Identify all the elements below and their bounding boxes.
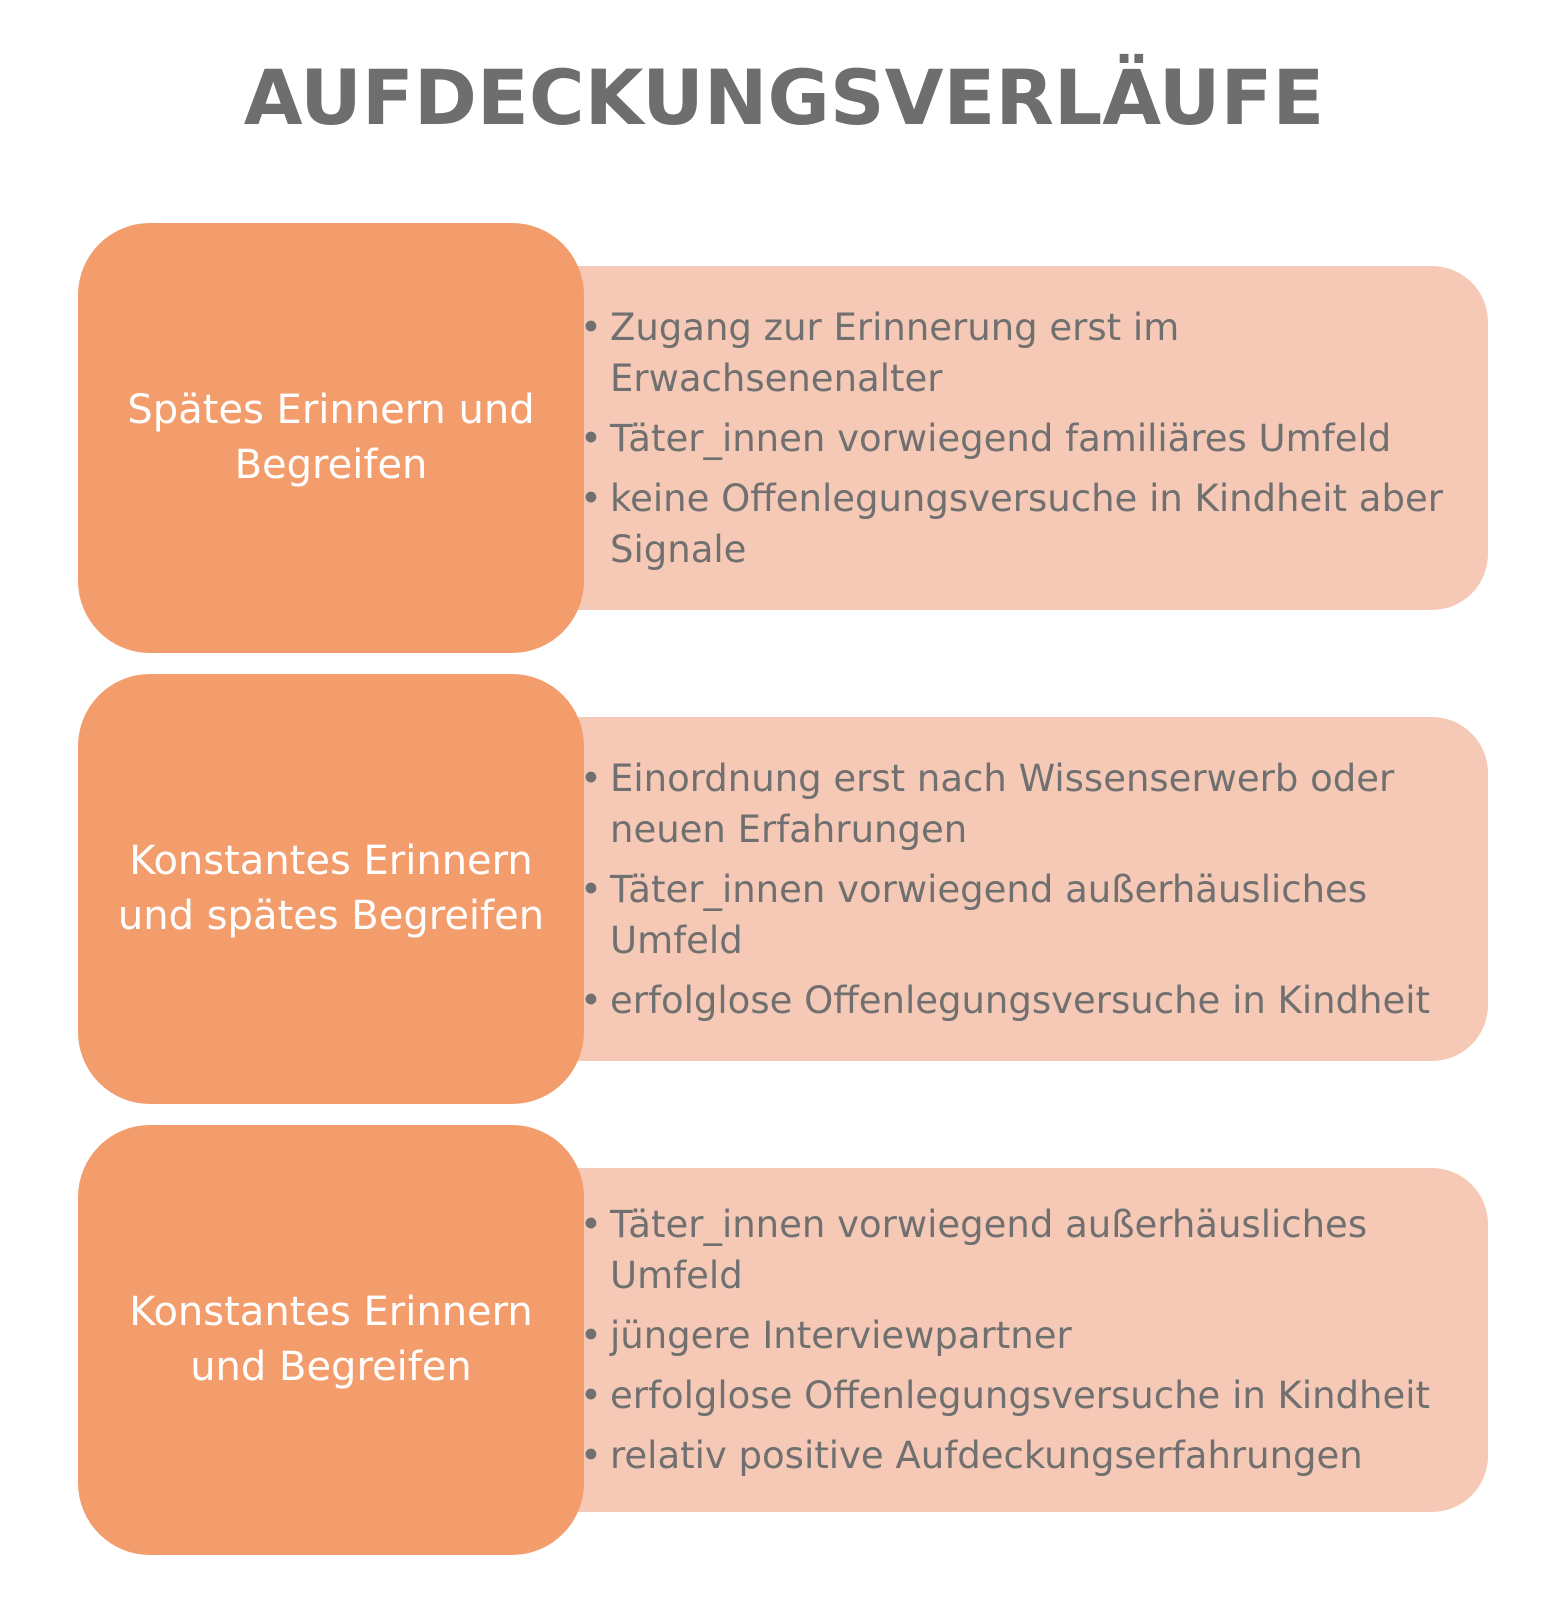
bullet-item [580,864,1458,966]
detail-box [550,266,1488,610]
bullet-item [580,413,1458,464]
pattern-label: Konstantes Erinnern und Begreifen [129,1289,533,1390]
bullet-text: erfolglose Offenlegungsversuche in Kindheit [610,1374,1431,1417]
disclosure-pattern-constant-remembering-late-understanding [78,674,1488,1104]
bullet-item [580,975,1458,1026]
label-box [78,1125,584,1555]
bullet-list [580,1199,1458,1481]
bullet-item [580,1199,1458,1301]
bullet-text: Täter_innen vorwiegend außerhäusliches Umfeld [610,867,1368,962]
bullet-text: Einordnung erst nach Wissenserwerb oder neuen Erfahrungen [610,756,1395,851]
pattern-label: Spätes Erinnern und Begreifen [127,387,535,488]
bullet-item [580,1430,1458,1481]
bullet-text: keine Offenlegungsversuche in Kindheit aber Signale [610,476,1443,571]
page-title: AUFDECKUNGSVERLÄUFE [243,53,1325,142]
bullet-list [580,753,1458,1026]
bullet-text: Täter_innen vorwiegend außerhäusliches Umfeld [610,1203,1368,1297]
bullet-item [580,1310,1458,1361]
bullet-text: jüngere Interviewpartner [610,1314,1072,1357]
bullet-item [580,753,1458,855]
detail-box [550,717,1488,1061]
bullet-list [580,302,1458,575]
bullet-item [580,473,1458,575]
bullet-text: Täter_innen vorwiegend familiäres Umfeld [610,416,1392,460]
pattern-label: Konstantes Erinnern und spätes Begreifen [117,838,545,939]
bullet-text: erfolglose Offenlegungsversuche in Kindheit [610,978,1431,1022]
disclosure-pattern-constant-remembering-understanding [78,1125,1488,1555]
bullet-item [580,302,1458,404]
label-box [78,223,584,653]
disclosure-pattern-late-remembering [78,223,1488,653]
bullet-text: relativ positive Aufdeckungserfahrungen [610,1434,1363,1477]
bullet-text: Zugang zur Erinnerung erst im Erwachsenenalter [610,305,1180,400]
label-box [78,674,584,1104]
bullet-item [580,1370,1458,1421]
detail-box [550,1168,1488,1512]
